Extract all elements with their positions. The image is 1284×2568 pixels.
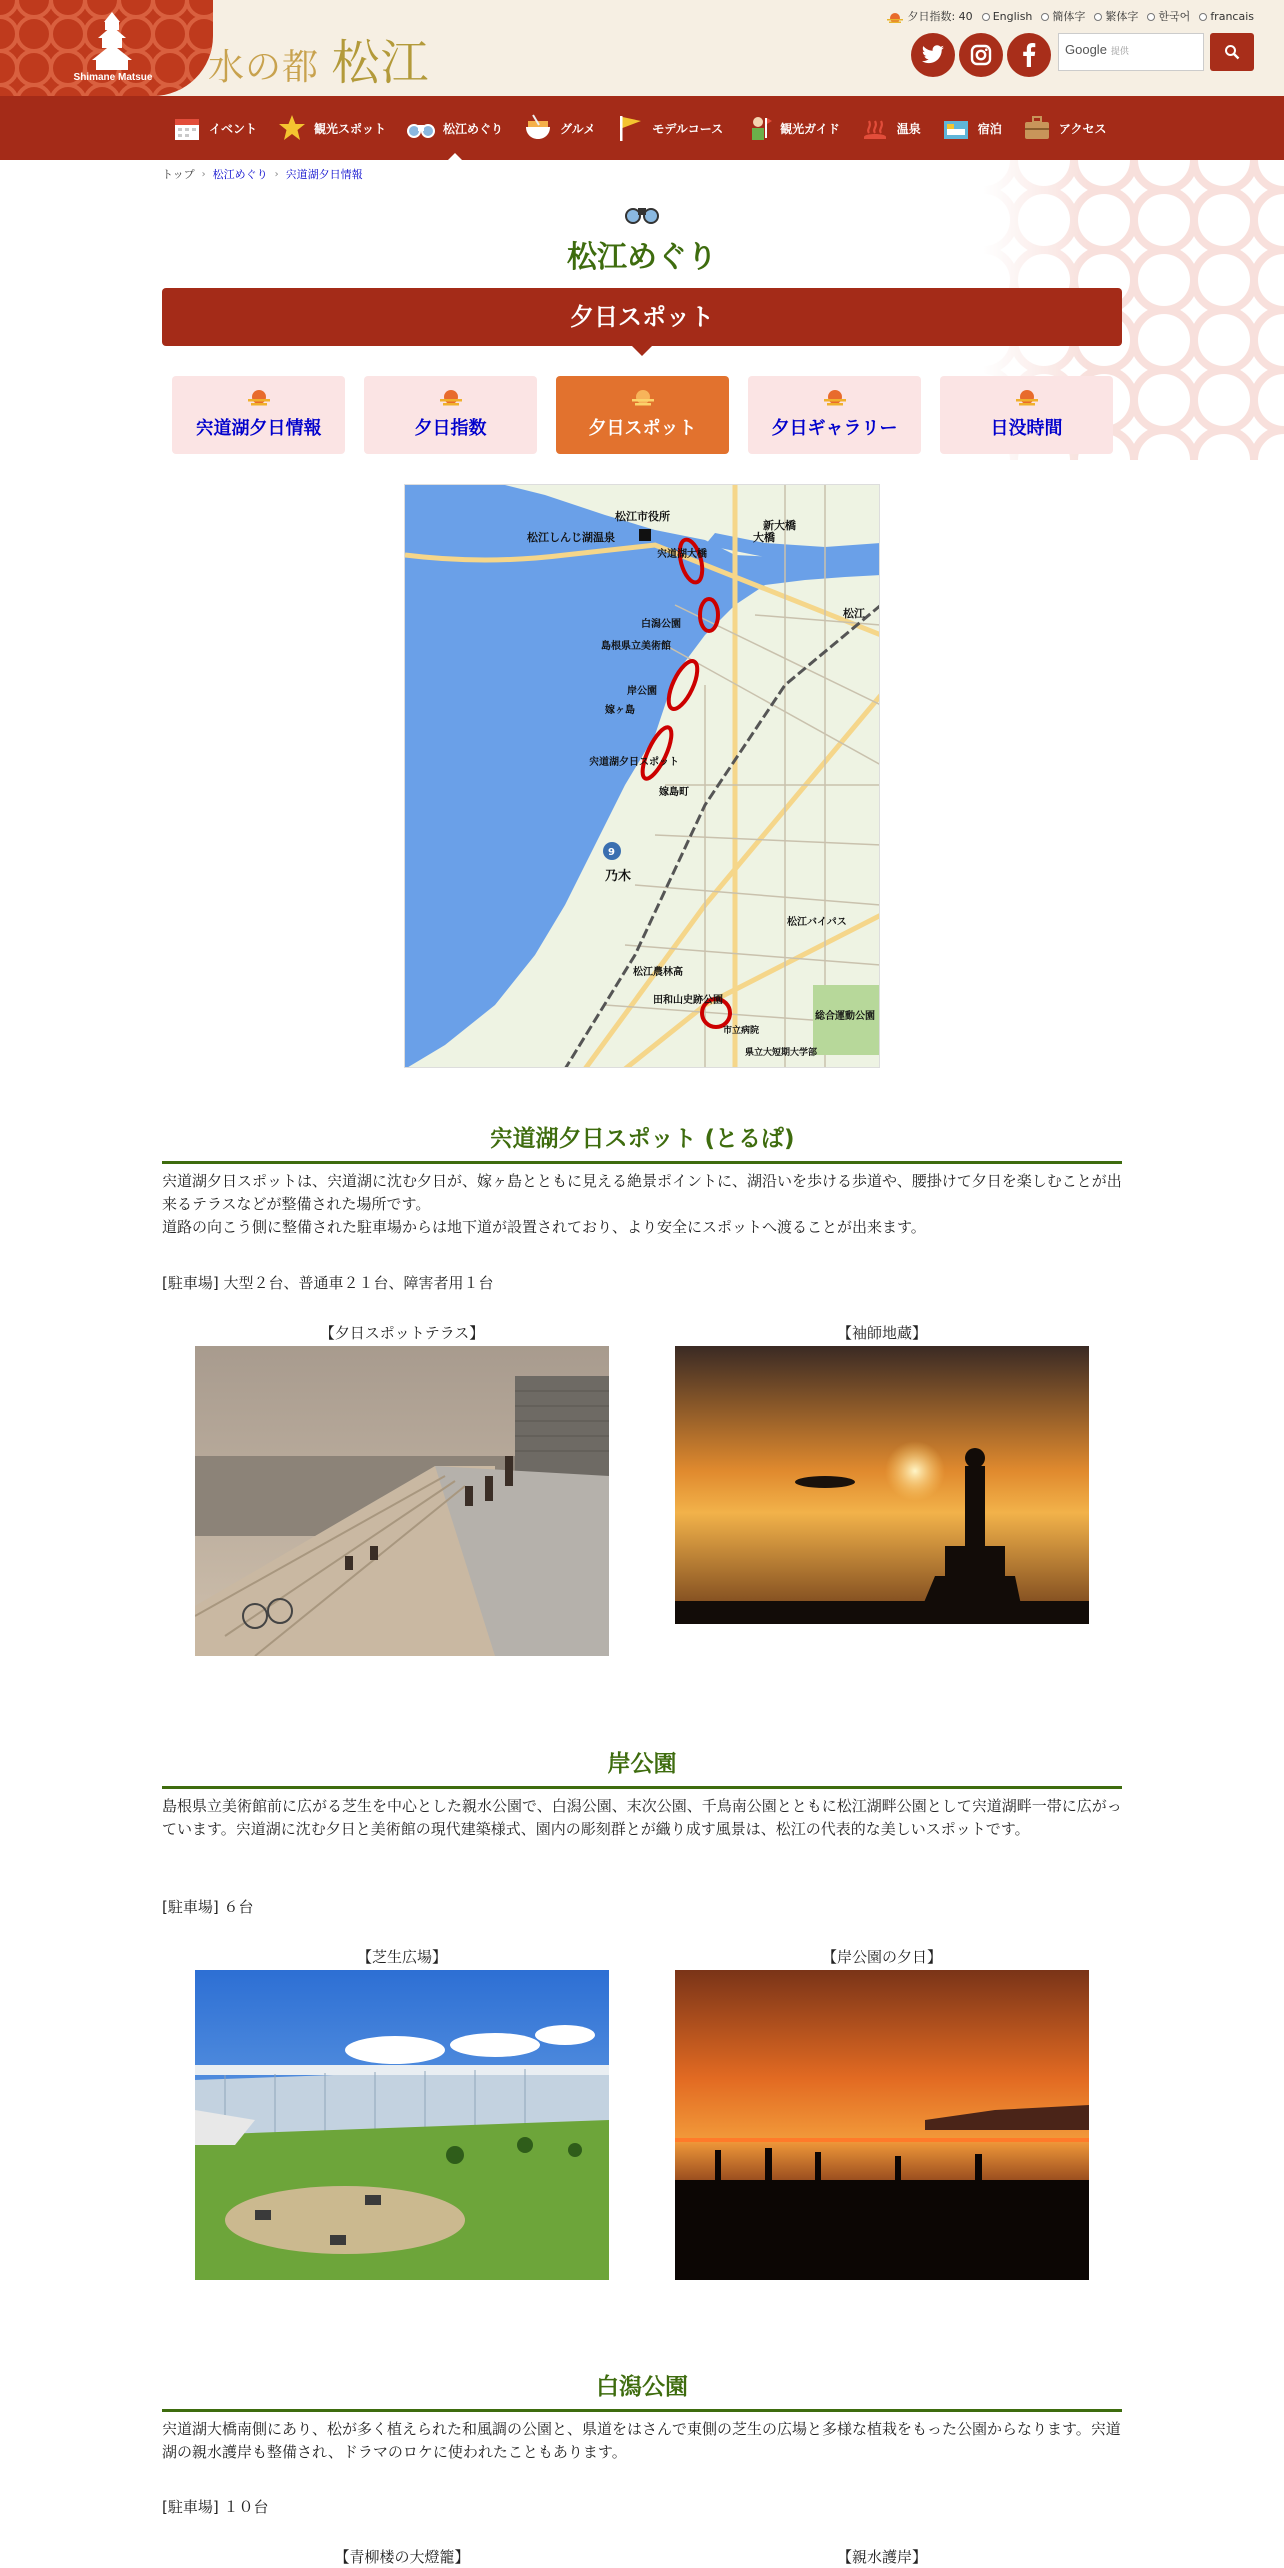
radio-icon <box>1147 13 1155 21</box>
sunset-icon <box>246 388 272 408</box>
nav-label: 宿泊 <box>977 121 1002 136</box>
map-label: 松江バイパス <box>787 917 847 928</box>
photo-caption: 【袖師地蔵】 <box>836 1324 927 1342</box>
map-label: 総合運動公園 <box>815 1011 875 1022</box>
nav-item-gourmet[interactable] <box>513 96 605 160</box>
tab-label: 夕日スポット <box>588 418 697 439</box>
search-provider: 提供 <box>1110 46 1129 56</box>
photo-caption: 【青柳楼の大燈籠】 <box>334 2548 470 2566</box>
map-label: 宍道湖夕日スポット <box>589 757 679 768</box>
parking-info: [駐車場] ６台 <box>162 1898 254 1916</box>
map-label: 宍道湖大橋 <box>657 549 707 560</box>
hot-spring-icon <box>860 113 890 143</box>
calendar-icon <box>172 113 202 143</box>
flag-icon <box>615 113 645 143</box>
sunset-icon <box>822 388 848 408</box>
tab-sunset-spots[interactable] <box>556 376 729 454</box>
tab-label: 日没時間 <box>990 418 1063 439</box>
section-text: 宍道湖大橋南側にあり、松が多く植えられた和風調の公園と、県道をはさんで東側の芝生の広場と多様な植栽をもった公園からなります。宍道湖の親水護岸も整備され、ドラマのロケに使われたこともあります。 <box>162 2420 1121 2461</box>
photo-kishi-park-sunset[interactable] <box>675 1970 1089 2280</box>
nav-label: グルメ <box>560 121 596 136</box>
tab-label: 宍道湖夕日情報 <box>195 418 322 439</box>
photo-sunset-terrace[interactable] <box>195 1346 609 1656</box>
map-label: 松江 <box>843 607 865 620</box>
breadcrumb <box>162 166 363 182</box>
instagram-icon[interactable] <box>959 33 1003 77</box>
map-label: 新大橋 <box>763 519 796 532</box>
search-icon <box>1224 44 1240 60</box>
lang-french[interactable] <box>1199 10 1254 23</box>
facebook-icon[interactable] <box>1007 33 1051 77</box>
nav-item-events[interactable] <box>162 96 267 160</box>
map-label: 9 <box>608 847 615 858</box>
chevron-right-icon: › <box>274 168 279 180</box>
page-title: 松江めぐり <box>567 240 717 275</box>
nav-label: 観光ガイド <box>780 121 840 136</box>
logo-text: Shimane Matsue <box>73 72 153 83</box>
tab-sunset-time[interactable] <box>940 376 1113 454</box>
search-placeholder: Google <box>1065 42 1107 57</box>
lang-label: francais <box>1210 9 1254 23</box>
guide-icon <box>743 113 773 143</box>
nav-label: アクセス <box>1058 121 1107 136</box>
sunset-index[interactable] <box>887 8 972 24</box>
section-heading-kishi-park: 岸公園 <box>162 1745 1122 1789</box>
main-nav <box>0 96 1284 160</box>
map-label: 岸公園 <box>627 686 657 697</box>
photo-lawn-plaza[interactable] <box>195 1970 609 2280</box>
chevron-right-icon: › <box>201 168 206 180</box>
section-text: 島根県立美術館前に広がる芝生を中心とした親水公園で、白潟公園、末次公園、千鳥南公園とともに松江湖畔公園として宍道湖畔一帯に広がっています。宍道湖に沈む夕日と美術館の現代建築様式、園内の彫刻群とが織り成す風景は、松江の代表的な美しいスポットです。 <box>162 1797 1122 1838</box>
section-text <box>162 1170 1122 1239</box>
breadcrumb-top[interactable]: トップ <box>162 168 195 181</box>
nav-item-spots[interactable] <box>267 96 396 160</box>
lang-label: 한국어 <box>1158 10 1191 23</box>
map-label: 大橋 <box>753 531 775 544</box>
site-logo[interactable] <box>0 0 213 96</box>
brand-small: 水の都 <box>208 47 320 88</box>
nav-label: イベント <box>209 121 258 136</box>
lang-label: 簡体字 <box>1052 10 1086 23</box>
section-heading-yuhi-spot: 宍道湖夕日スポット (とるぱ) <box>162 1120 1122 1164</box>
photo-caption: 【芝生広場】 <box>356 1948 447 1966</box>
map-label: 県立大短期大学部 <box>745 1048 818 1058</box>
nav-item-onsen[interactable] <box>850 96 931 160</box>
lang-korean[interactable] <box>1147 8 1190 24</box>
map-label: 乃木 <box>605 869 632 884</box>
nav-item-access[interactable] <box>1012 96 1117 160</box>
photo-caption: 【夕日スポットテラス】 <box>319 1324 485 1342</box>
photo-caption: 【岸公園の夕日】 <box>821 1948 942 1966</box>
section-title-bar: 夕日スポット <box>162 288 1122 346</box>
twitter-icon[interactable] <box>911 33 955 77</box>
nav-item-guide[interactable] <box>733 96 850 160</box>
nav-label: 温泉 <box>896 121 921 136</box>
radio-icon <box>1199 13 1207 21</box>
brand-title[interactable] <box>208 24 429 93</box>
breadcrumb-current: 宍道湖夕日情報 <box>285 168 363 181</box>
map-label: 嫁ヶ島 <box>605 705 635 716</box>
map-label: 嫁島町 <box>659 787 689 798</box>
map-label: 田和山史跡公園 <box>653 995 723 1006</box>
nav-label: 観光スポット <box>314 121 387 136</box>
map-label: 松江農林高 <box>633 967 683 978</box>
site-header <box>0 0 1284 96</box>
nav-label: 松江めぐり <box>443 121 504 136</box>
tab-label: 夕日ギャラリー <box>771 418 898 439</box>
top-links <box>887 8 1254 24</box>
sunset-spot-map[interactable] <box>404 484 880 1068</box>
radio-icon <box>1094 13 1102 21</box>
brand-big: 松江 <box>331 35 430 91</box>
map-label: 松江市役所 <box>615 510 670 523</box>
map-label: 市立病院 <box>723 1026 760 1036</box>
tab-label: 夕日指数 <box>414 418 487 439</box>
lang-traditional[interactable] <box>1094 8 1138 24</box>
binoculars-icon <box>406 113 436 143</box>
search-input[interactable] <box>1058 33 1204 71</box>
tab-sunset-index[interactable] <box>364 376 537 454</box>
nav-item-model-course[interactable] <box>605 96 733 160</box>
nav-item-stay[interactable] <box>931 96 1012 160</box>
sun-icon <box>887 11 903 23</box>
tab-sunset-gallery[interactable] <box>748 376 921 454</box>
lang-simplified[interactable] <box>1041 8 1085 24</box>
sunset-icon <box>630 388 656 408</box>
breadcrumb-matsue-meguri[interactable]: 松江めぐり <box>212 168 268 181</box>
binoculars-icon <box>624 203 660 225</box>
suitcase-icon <box>1022 113 1052 143</box>
radio-icon <box>1041 13 1049 21</box>
lang-label: 繁体字 <box>1105 10 1139 23</box>
bed-icon <box>941 113 971 143</box>
photo-sodeshi-jizo[interactable] <box>675 1346 1089 1624</box>
section-paragraph: 宍道湖夕日スポットは、宍道湖に沈む夕日が、嫁ヶ島とともに見える絶景ポイントに、湖沿いを歩ける歩道や、腰掛けて夕日を楽しむことが出来るテラスなどが整備された場所です。 <box>162 1172 1122 1213</box>
map-label: 島根県立美術館 <box>601 641 671 652</box>
photo-caption: 【親水護岸】 <box>836 2548 927 2566</box>
nav-item-matsue-meguri[interactable] <box>396 96 513 160</box>
nav-label: モデルコース <box>652 121 724 136</box>
sunset-index-text: 夕日指数: 40 <box>907 10 973 23</box>
bowl-icon <box>523 113 553 143</box>
sunset-icon <box>1014 388 1040 408</box>
radio-icon <box>982 13 990 21</box>
map-label: 白潟公園 <box>641 619 681 630</box>
lang-label: English <box>992 9 1033 23</box>
section-paragraph: 道路の向こう側に整備された駐車場からは地下道が設置されており、より安全にスポットへ渡ることが出来ます。 <box>162 1218 926 1236</box>
lang-english[interactable] <box>982 10 1033 23</box>
tab-shinjiko-sunset-info[interactable] <box>172 376 345 454</box>
search-button[interactable] <box>1210 33 1254 71</box>
map-label: 松江しんじ湖温泉 <box>527 531 615 544</box>
parking-info: [駐車場] １０台 <box>162 2498 269 2516</box>
sunset-tabs <box>172 376 1113 454</box>
parking-info: [駐車場] 大型２台、普通車２１台、障害者用１台 <box>162 1274 494 1292</box>
sunset-icon <box>438 388 464 408</box>
star-icon <box>277 113 307 143</box>
section-heading-shirakata-park: 白潟公園 <box>162 2368 1122 2412</box>
